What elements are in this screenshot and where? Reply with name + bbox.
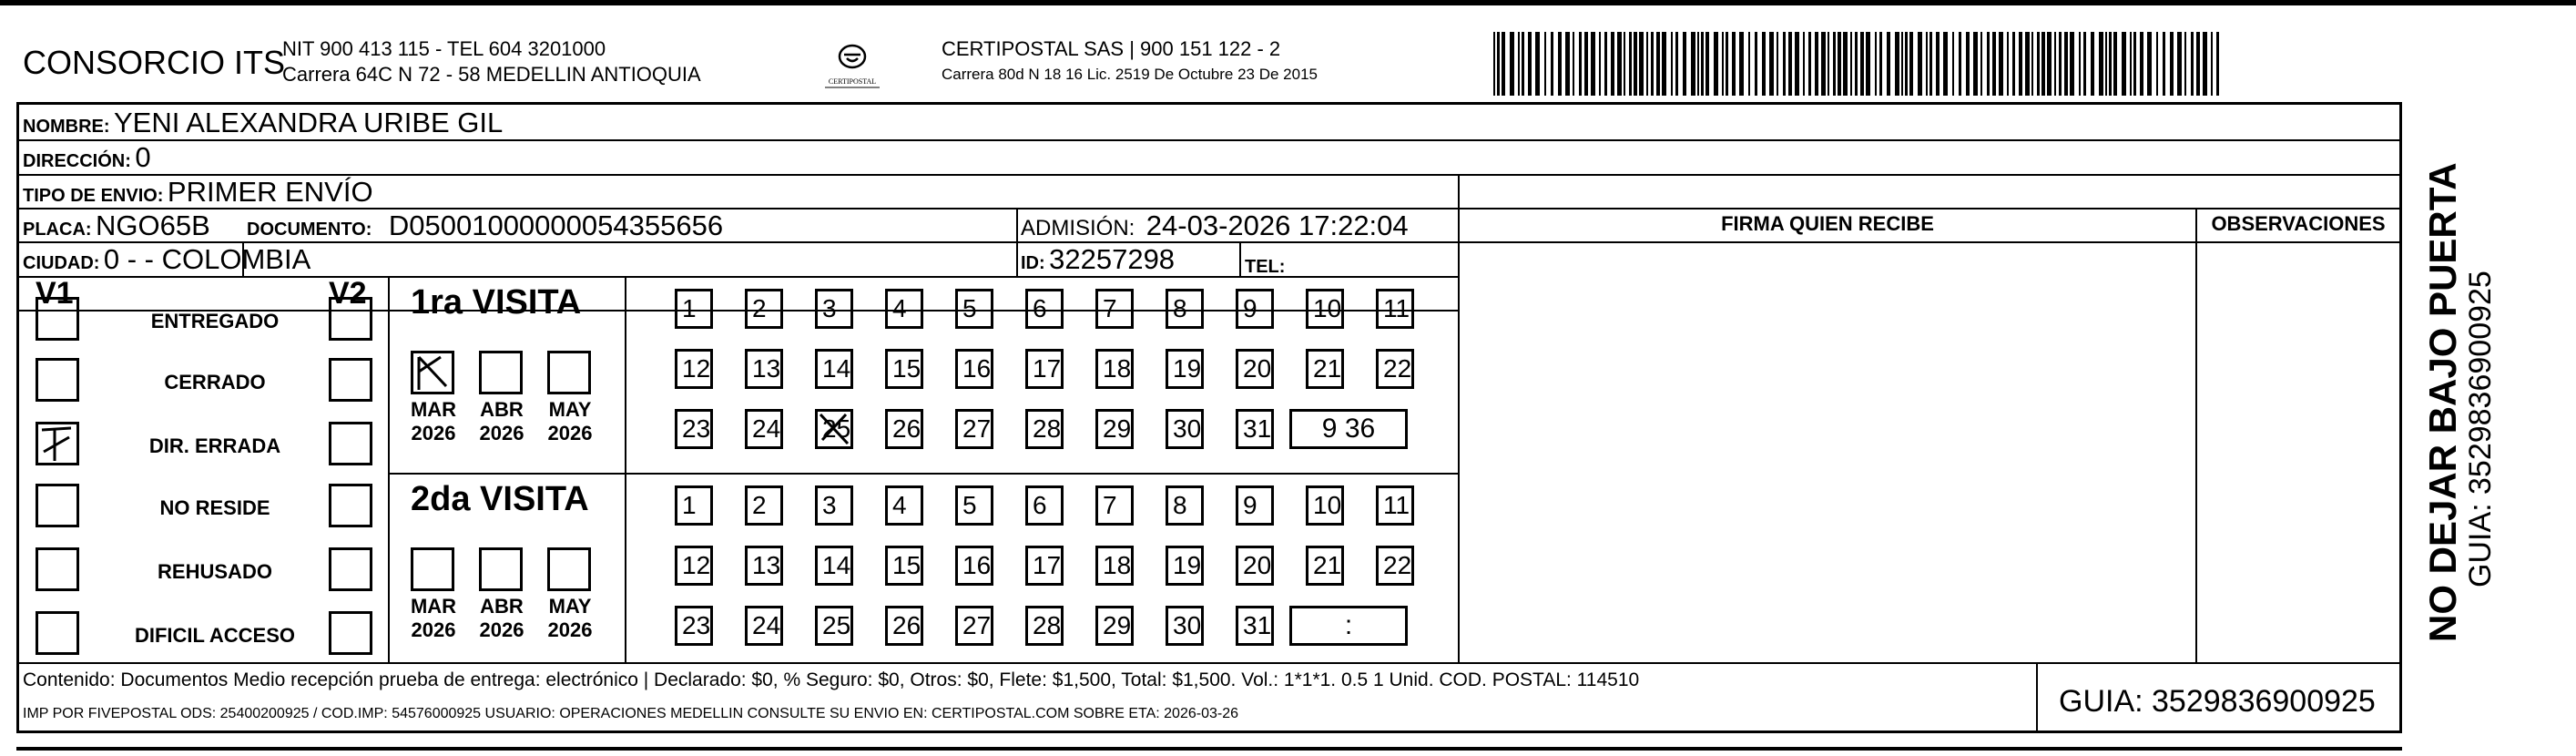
barcode-bar: [1662, 32, 1666, 96]
month-year: 2026: [411, 422, 456, 444]
divider: [2036, 662, 2038, 733]
barcode-bar: [1722, 32, 1724, 96]
footer-guia: GUIA: 3529836900925: [2059, 684, 2376, 719]
day-box[interactable]: 11: [1376, 289, 1414, 329]
barcode-bar: [2031, 32, 2033, 96]
month-year: 2026: [411, 618, 456, 641]
month-name: MAR: [410, 398, 457, 421]
month-label: [402, 595, 465, 642]
barcode-bar: [1901, 32, 1903, 96]
top-rule: [0, 0, 2576, 5]
barcode-bar: [1769, 32, 1774, 96]
barcode-bar: [2019, 32, 2022, 96]
barcode-bar: [2041, 32, 2045, 96]
barcode-bar: [1887, 32, 1890, 96]
tipo-row: [23, 176, 373, 209]
day-box[interactable]: 28: [1025, 606, 1064, 646]
divider: [2195, 208, 2197, 662]
divider: [19, 174, 2399, 176]
v2-checkbox[interactable]: [329, 297, 372, 341]
month-label: [470, 398, 534, 445]
barcode-bar: [1777, 32, 1778, 96]
barcode-bar: [1558, 32, 1562, 96]
day-box[interactable]: 8: [1166, 485, 1204, 526]
barcode-bar: [1510, 32, 1514, 96]
footer-content: Contenido: Documentos Medio recepción prueba de entrega: electrónico | Declarado: $0, % Seguro: $0, Otros: $0, Flete: $1,500, Total: $1,500. Vol.: 1*1*1. 0.5 1 Unid. COD. POSTAL: 114510: [23, 669, 1640, 690]
documento-value: D05001000000054355656: [388, 209, 724, 241]
direccion-row: [23, 141, 151, 174]
day-box[interactable]: 8: [1166, 289, 1204, 329]
barcode-bar: [1879, 32, 1882, 96]
day-box[interactable]: 21: [1306, 546, 1344, 586]
barcode-bar: [2184, 32, 2186, 96]
logo-text: CERTIPOSTAL: [828, 77, 877, 86]
day-box[interactable]: 22: [1376, 546, 1414, 586]
visit-title: 2da VISITA: [411, 480, 589, 518]
ciudad-value: 0 - - COLOMBIA: [103, 243, 311, 275]
day-box[interactable]: 28: [1025, 409, 1064, 449]
barcode-bar: [1860, 32, 1864, 96]
v2-checkbox[interactable]: [329, 358, 372, 402]
day-box[interactable]: 11: [1376, 485, 1414, 526]
barcode-icon: [1493, 32, 2222, 96]
barcode-bar: [2140, 32, 2143, 96]
barcode-bar: [2216, 32, 2219, 96]
divider: [1016, 208, 1018, 276]
barcode-bar: [1691, 32, 1695, 96]
v1-checkbox[interactable]: [36, 422, 79, 465]
barcode-bar: [2109, 32, 2112, 96]
divider: [1239, 241, 1241, 276]
month-name: ABR: [480, 398, 524, 421]
barcode-bar: [1795, 32, 1799, 96]
v1-header: V1: [36, 276, 74, 311]
day-box[interactable]: 26: [885, 409, 923, 449]
day-box[interactable]: 16: [955, 349, 993, 389]
barcode-bar: [1726, 32, 1728, 96]
barcode-bar: [1739, 32, 1744, 96]
barcode-bar: [2064, 32, 2068, 96]
barcode-bar: [1584, 32, 1588, 96]
barcode-bar: [1828, 32, 1829, 96]
barcode-bar: [2007, 32, 2009, 96]
divider: [19, 662, 2399, 664]
barcode-bar: [1705, 32, 1709, 96]
admision-label: ADMISIÓN:: [1021, 216, 1135, 240]
day-box[interactable]: 31: [1236, 606, 1274, 646]
month-checkbox[interactable]: [547, 351, 591, 394]
month-name: ABR: [480, 595, 524, 618]
v2-checkbox[interactable]: [329, 484, 372, 527]
barcode-bar: [1936, 32, 1940, 96]
direccion-value: 0: [135, 141, 151, 173]
barcode-bar: [2070, 32, 2074, 96]
time-box[interactable]: 9 36: [1289, 409, 1408, 449]
barcode-bar: [1675, 32, 1678, 96]
barcode-bar: [1497, 32, 1500, 96]
carrier-name: CERTIPOSTAL SAS | 900 151 122 - 2: [942, 37, 1281, 60]
barcode-bar: [2059, 32, 2062, 96]
barcode-bar: [1987, 32, 1990, 96]
bottom-rule: [16, 747, 2402, 751]
month-checkbox[interactable]: [479, 547, 523, 591]
month-name: MAR: [410, 595, 457, 618]
day-box[interactable]: 15: [885, 546, 923, 586]
day-box[interactable]: 19: [1166, 349, 1204, 389]
barcode-bar: [2079, 32, 2081, 96]
day-box[interactable]: 24: [745, 606, 783, 646]
id-label: ID:: [1021, 253, 1045, 273]
divider: [19, 139, 2399, 141]
day-box[interactable]: 27: [955, 409, 993, 449]
month-checkbox[interactable]: [547, 547, 591, 591]
day-box[interactable]: 15: [885, 349, 923, 389]
month-label: [538, 595, 602, 642]
barcode-bar: [2113, 32, 2117, 96]
direccion-label: DIRECCIÓN:: [23, 151, 131, 171]
day-box[interactable]: 25: [815, 606, 853, 646]
barcode-bar: [1528, 32, 1532, 96]
divider: [388, 276, 390, 662]
barcode-bar: [1866, 32, 1870, 96]
day-box[interactable]: 7: [1095, 289, 1134, 329]
nombre-value: YENI ALEXANDRA URIBE GIL: [114, 107, 504, 138]
day-box[interactable]: 14: [815, 546, 853, 586]
id-value: 32257298: [1049, 243, 1176, 275]
barcode-bar: [1783, 32, 1786, 96]
barcode-bar: [2012, 32, 2015, 96]
barcode-bar: [1671, 32, 1673, 96]
barcode-bar: [1850, 32, 1852, 96]
barcode-bar: [2191, 32, 2194, 96]
v1-checkbox[interactable]: [36, 484, 79, 527]
v2-checkbox[interactable]: [329, 547, 372, 591]
barcode-bar: [2170, 32, 2174, 96]
side-guia: GUIA: 3529836900925: [2463, 271, 2498, 587]
barcode-bar: [1821, 32, 1826, 96]
day-box[interactable]: 14: [815, 349, 853, 389]
barcode-bar: [1959, 32, 1961, 96]
barcode-bar: [1748, 32, 1750, 96]
status-label: ENTREGADO: [150, 310, 280, 332]
day-box[interactable]: 16: [955, 546, 993, 586]
placa-label: PLACA:: [23, 220, 92, 240]
barcode-bar: [1992, 32, 1996, 96]
v1-checkbox[interactable]: [36, 547, 79, 591]
day-box[interactable]: 9: [1236, 485, 1274, 526]
barcode-bar: [1701, 32, 1704, 96]
day-box[interactable]: 26: [885, 606, 923, 646]
tipo-label: TIPO DE ENVIO:: [23, 186, 164, 206]
admision-value: 24-03-2026 17:22:04: [1145, 209, 1409, 241]
day-box[interactable]: 3: [815, 289, 853, 329]
time-box[interactable]: :: [1289, 606, 1408, 646]
divider: [625, 276, 626, 662]
day-box[interactable]: 1: [675, 485, 713, 526]
barcode-bar: [1973, 32, 1978, 96]
nombre-row: [23, 107, 503, 139]
observaciones-header: OBSERVACIONES: [2211, 212, 2386, 235]
barcode-bar: [1551, 32, 1553, 96]
carrier-info: [942, 36, 1318, 87]
barcode-bar: [1656, 32, 1660, 96]
barcode-bar: [2083, 32, 2086, 96]
day-box[interactable]: 13: [745, 349, 783, 389]
month-checkbox[interactable]: [411, 351, 454, 394]
v1-checkbox[interactable]: [36, 611, 79, 655]
barcode-bar: [1683, 32, 1686, 96]
company-info: [282, 36, 701, 87]
day-box[interactable]: 30: [1166, 409, 1204, 449]
day-box[interactable]: 24: [745, 409, 783, 449]
v2-header: V2: [329, 276, 367, 311]
divider: [1458, 208, 2399, 209]
barcode-bar: [2122, 32, 2126, 96]
placa-value: NGO65B: [96, 209, 210, 241]
id-row: [1021, 243, 1175, 276]
month-checkbox[interactable]: [411, 547, 454, 591]
barcode-bar: [1591, 32, 1595, 96]
barcode-bar: [1634, 32, 1637, 96]
tel-row: [1245, 247, 1285, 280]
month-label: [538, 398, 602, 445]
day-box[interactable]: 12: [675, 546, 713, 586]
barcode-bar: [1544, 32, 1546, 96]
barcode-bar: [1762, 32, 1766, 96]
v2-checkbox[interactable]: [329, 611, 372, 655]
day-box[interactable]: 20: [1236, 546, 1274, 586]
barcode-bar: [1639, 32, 1644, 96]
barcode-bar: [1629, 32, 1632, 96]
day-box[interactable]: 1: [675, 289, 713, 329]
day-box[interactable]: 5: [955, 485, 993, 526]
barcode-bar: [1651, 32, 1654, 96]
day-box[interactable]: 4: [885, 485, 923, 526]
day-box[interactable]: 5: [955, 289, 993, 329]
barcode-bar: [1905, 32, 1908, 96]
barcode-bar: [1788, 32, 1792, 96]
barcode-bar: [1646, 32, 1648, 96]
month-year: 2026: [479, 618, 524, 641]
barcode-bar: [1833, 32, 1836, 96]
divider: [19, 276, 1458, 278]
barcode-bar: [2177, 32, 2182, 96]
month-name: MAY: [548, 398, 592, 421]
barcode-bar: [1838, 32, 1841, 96]
visit-title: 1ra VISITA: [411, 283, 582, 322]
month-year: 2026: [547, 618, 593, 641]
day-box[interactable]: 10: [1306, 485, 1344, 526]
day-box[interactable]: 18: [1095, 546, 1134, 586]
admision-row: [1021, 209, 1409, 242]
side-warning: NO DEJAR BAJO PUERTA: [2421, 162, 2464, 642]
day-box[interactable]: 2: [745, 485, 783, 526]
barcode-bar: [2037, 32, 2040, 96]
documento-row: [247, 209, 723, 242]
barcode-bar: [1855, 32, 1858, 96]
day-box[interactable]: 29: [1095, 409, 1134, 449]
barcode-bar: [2147, 32, 2152, 96]
v1-checkbox[interactable]: [36, 297, 79, 341]
status-label: NO RESIDE: [159, 496, 270, 519]
barcode-bar: [1522, 32, 1524, 96]
barcode-bar: [1535, 32, 1540, 96]
day-box[interactable]: 4: [885, 289, 923, 329]
barcode-bar: [1604, 32, 1607, 96]
day-box[interactable]: 6: [1025, 289, 1064, 329]
barcode-bar: [1755, 32, 1757, 96]
day-box[interactable]: 3: [815, 485, 853, 526]
barcode-bar: [1714, 32, 1718, 96]
day-box[interactable]: 22: [1376, 349, 1414, 389]
company-name: CONSORCIO ITS: [23, 44, 286, 81]
barcode-bar: [1803, 32, 1805, 96]
v2-checkbox[interactable]: [329, 422, 372, 465]
month-name: MAY: [548, 595, 592, 618]
month-label: [470, 595, 534, 642]
barcode-bar: [1966, 32, 1970, 96]
barcode-bar: [1617, 32, 1622, 96]
barcode-bar: [1502, 32, 1505, 96]
carrier-license: Carrera 80d N 18 16 Lic. 2519 De Octubre 23 De 2015: [942, 66, 1318, 83]
day-box[interactable]: 25: [815, 409, 853, 449]
day-box[interactable]: 31: [1236, 409, 1274, 449]
barcode-bar: [2105, 32, 2107, 96]
divider: [1458, 174, 1460, 662]
nombre-label: NOMBRE:: [23, 117, 110, 137]
month-year: 2026: [479, 422, 524, 444]
barcode-bar: [1573, 32, 1574, 96]
barcode-bar: [2196, 32, 2200, 96]
barcode-bar: [1518, 32, 1520, 96]
barcode-bar: [1624, 32, 1625, 96]
firma-header: FIRMA QUIEN RECIBE: [1721, 212, 1934, 235]
day-box[interactable]: 10: [1306, 289, 1344, 329]
guide-form: [16, 102, 2402, 733]
documento-label: DOCUMENTO:: [247, 220, 372, 240]
barcode-bar: [2047, 32, 2052, 96]
month-year: 2026: [547, 422, 593, 444]
barcode-bar: [1918, 32, 1922, 96]
day-box[interactable]: 27: [955, 606, 993, 646]
barcode-bar: [1579, 32, 1582, 96]
barcode-bar: [2163, 32, 2165, 96]
barcode-bar: [1732, 32, 1736, 96]
tipo-value: PRIMER ENVÍO: [167, 176, 373, 208]
day-box[interactable]: 7: [1095, 485, 1134, 526]
barcode-bar: [1895, 32, 1899, 96]
barcode-bar: [1843, 32, 1848, 96]
barcode-bar: [2203, 32, 2207, 96]
barcode-bar: [1493, 32, 1495, 96]
company-address: Carrera 64C N 72 - 58 MEDELLIN ANTIOQUIA: [282, 63, 701, 86]
status-label: CERRADO: [164, 371, 266, 393]
barcode-bar: [1565, 32, 1570, 96]
day-box[interactable]: 19: [1166, 546, 1204, 586]
day-box[interactable]: 2: [745, 289, 783, 329]
barcode-bar: [1980, 32, 1982, 96]
month-checkbox[interactable]: [479, 351, 523, 394]
divider: [388, 473, 1458, 475]
divider: [1458, 241, 2399, 243]
barcode-bar: [1999, 32, 2003, 96]
day-box[interactable]: 20: [1236, 349, 1274, 389]
barcode-bar: [1909, 32, 1913, 96]
barcode-bar: [1952, 32, 1954, 96]
barcode-bar: [1875, 32, 1877, 96]
status-label: REHUSADO: [158, 560, 272, 583]
side-labels: [2408, 96, 2509, 733]
day-box[interactable]: 18: [1095, 349, 1134, 389]
placa-row: [23, 209, 210, 242]
month-label: [402, 398, 465, 445]
barcode-bar: [1599, 32, 1601, 96]
day-box[interactable]: 17: [1025, 546, 1064, 586]
v1-checkbox[interactable]: [36, 358, 79, 402]
day-box[interactable]: 21: [1306, 349, 1344, 389]
certipostal-logo: [816, 36, 889, 91]
barcode-bar: [1697, 32, 1699, 96]
day-box[interactable]: 29: [1095, 606, 1134, 646]
day-box[interactable]: 12: [675, 349, 713, 389]
barcode-bar: [1611, 32, 1614, 96]
barcode-bar: [2054, 32, 2056, 96]
barcode-bar: [2133, 32, 2136, 96]
barcode-bar: [1815, 32, 1818, 96]
barcode-bar: [1929, 32, 1932, 96]
ciudad-label: CIUDAD:: [23, 253, 100, 273]
barcode-bar: [1926, 32, 1928, 96]
company-nit: NIT 900 413 115 - TEL 604 3201000: [282, 37, 606, 60]
cross-mark: [819, 413, 850, 445]
barcode-bar: [1808, 32, 1811, 96]
footer-imp: IMP POR FIVEPOSTAL ODS: 25400200925 / COD.IMP: 54576000925 USUARIO: OPERACIONES MEDELLIN CONSULTE SU ENVIO EN: CERTIPOSTAL.COM SOBRE ETA: 2026-03-26: [23, 706, 1238, 721]
day-box[interactable]: 23: [675, 606, 713, 646]
barcode-bar: [2130, 32, 2132, 96]
day-box[interactable]: 23: [675, 409, 713, 449]
barcode-bar: [2156, 32, 2158, 96]
day-box[interactable]: 17: [1025, 349, 1064, 389]
day-box[interactable]: 9: [1236, 289, 1274, 329]
barcode-bar: [2211, 32, 2213, 96]
barcode-bar: [1943, 32, 1948, 96]
barcode-bar: [2099, 32, 2103, 96]
ciudad-row: [23, 243, 311, 276]
barcode-bar: [2091, 32, 2094, 96]
status-label: DIR. ERRADA: [148, 434, 281, 457]
tel-label: TEL:: [1245, 257, 1286, 277]
status-label: DIFICIL ACCESO: [134, 624, 295, 647]
barcode-bar: [2025, 32, 2030, 96]
day-box[interactable]: 30: [1166, 606, 1204, 646]
day-box[interactable]: 6: [1025, 485, 1064, 526]
day-box[interactable]: 13: [745, 546, 783, 586]
